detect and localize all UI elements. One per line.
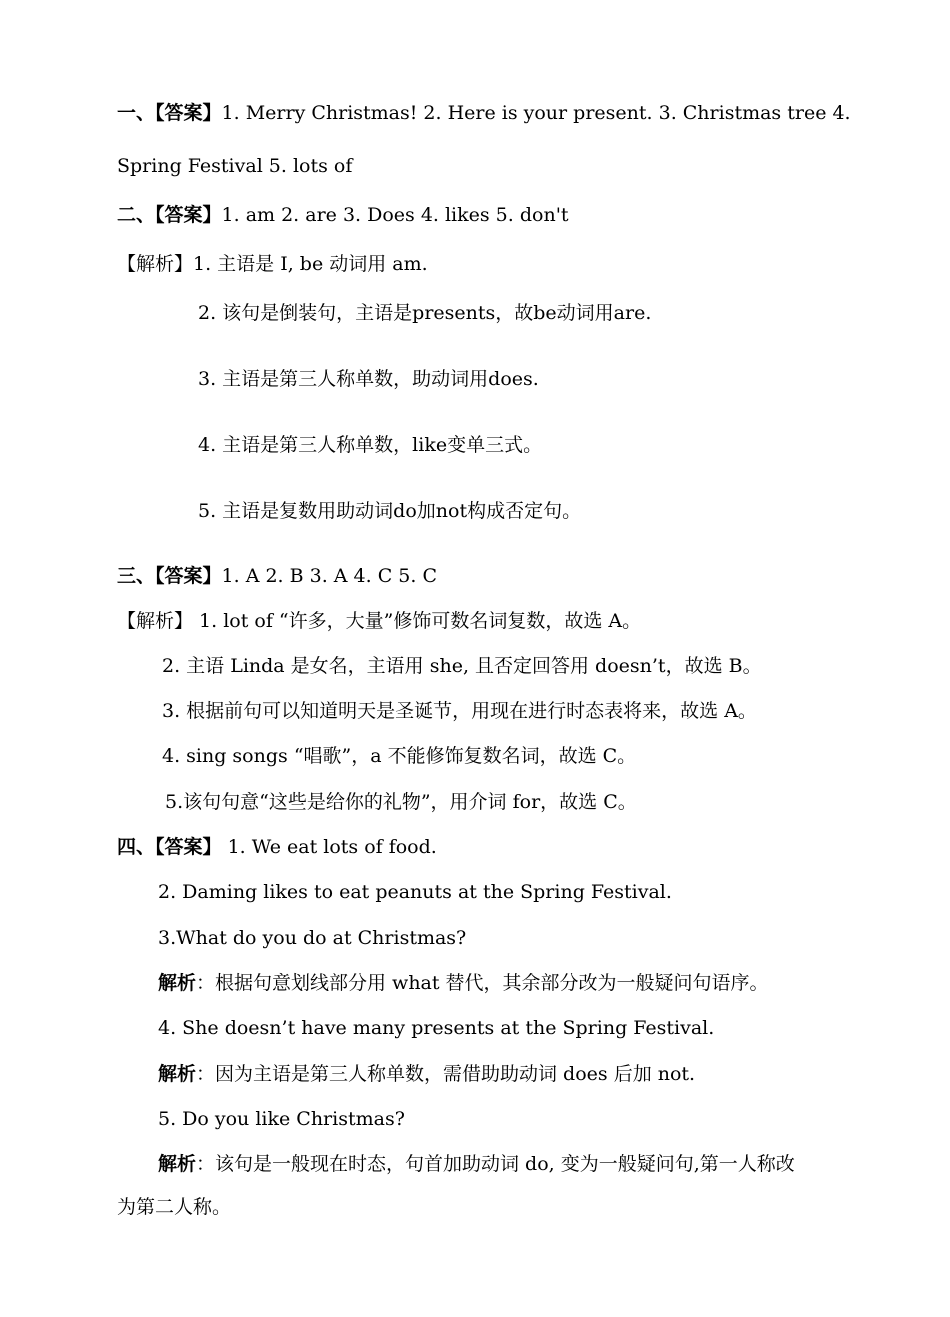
section-2-explanation-4: 4. 主语是第三人称单数，like变单三式。 [198,434,543,456]
section-4-analysis-3 [158,971,769,995]
section-2-analysis-tag: 【解析】 [117,253,194,275]
analysis-label: 解析 [158,972,197,994]
analysis-label: 解析 [158,1063,197,1085]
section-3-explanation-3: 3. 根据前句可以知道明天是圣诞节，用现在进行时态表将来，故选 A。 [162,700,757,722]
section-2-explanation-5: 5. 主语是复数用助动词do加not构成否定句。 [198,500,582,522]
section-4-analysis-5 [158,1152,795,1176]
section-4-answer-line [117,835,437,859]
section-2-answers: 1. am 2. are 3. Does 4. likes 5. don't [221,204,569,226]
analysis-text: ：根据句意划线部分用 what 替代，其余部分改为一般疑问句语序。 [196,972,769,994]
section-4-answer-4: 4. She doesn’t have many presents at the Spring Festival. [158,1017,715,1039]
section-3-number: 三、 [117,565,156,587]
section-2-explanation-1: 1. 主语是 I, be 动词用 am. [193,253,428,275]
section-4-answer-2: 2. Daming likes to eat peanuts at the Spring Festival. [158,881,672,903]
section-2-answer-line [117,203,569,227]
section-2-number: 二、 [117,204,156,226]
section-3-answer-tag: 【答案】 [155,565,222,587]
section-4-answer-3: 3.What do you do at Christmas? [158,927,467,949]
section-3-explanation-4: 4. sing songs “唱歌”，a 不能修饰复数名词，故选 C。 [162,745,637,767]
section-4-analysis-4 [158,1062,695,1086]
section-1-line-2: Spring Festival 5. lots of [117,155,353,177]
analysis-label: 解析 [158,1153,197,1175]
section-1-number: 一、 [117,102,156,124]
section-2-answer-tag: 【答案】 [155,204,222,226]
section-1-answer-tag: 【答案】 [155,102,222,124]
analysis-text: ：因为主语是第三人称单数，需借助助动词 does 后加 not. [196,1063,696,1085]
section-3-explanation-5: 5.该句句意“这些是给你的礼物”，用介词 for，故选 C。 [165,791,637,813]
section-3-explanation-1: 1. lot of “许多，大量”修饰可数名词复数，故选 A。 [193,610,642,632]
section-3-answer-line [117,564,437,588]
section-3-analysis-1 [117,609,641,633]
section-1-line-1 [117,101,851,125]
section-3-answers: 1. A 2. B 3. A 4. C 5. C [221,565,438,587]
section-2-explanation-3: 3. 主语是第三人称单数，助动词用does. [198,368,539,390]
section-4-answer-tag: 【答案】 [155,836,222,858]
section-1-answers: 1. Merry Christmas! 2. Here is your present. 3. Christmas tree 4. [221,102,851,124]
section-3-explanation-2: 2. 主语 Linda 是女名，主语用 she, 且否定回答用 doesn’t，故选 B。 [162,655,762,677]
section-4-answer-5: 5. Do you like Christmas? [158,1108,405,1130]
analysis-text: ：该句是一般现在时态，句首加助动词 do, 变为一般疑问句,第一人称改 [196,1153,795,1175]
section-4-analysis-5-continued: 为第二人称。 [117,1196,232,1218]
section-2-explanation-2: 2. 该句是倒装句，主语是presents，故be动词用are. [198,302,652,324]
section-4-number: 四、 [117,836,156,858]
section-2-analysis-1 [117,252,428,276]
section-4-answer-1: 1. We eat lots of food. [221,836,437,858]
section-3-analysis-tag: 【解析】 [117,610,194,632]
